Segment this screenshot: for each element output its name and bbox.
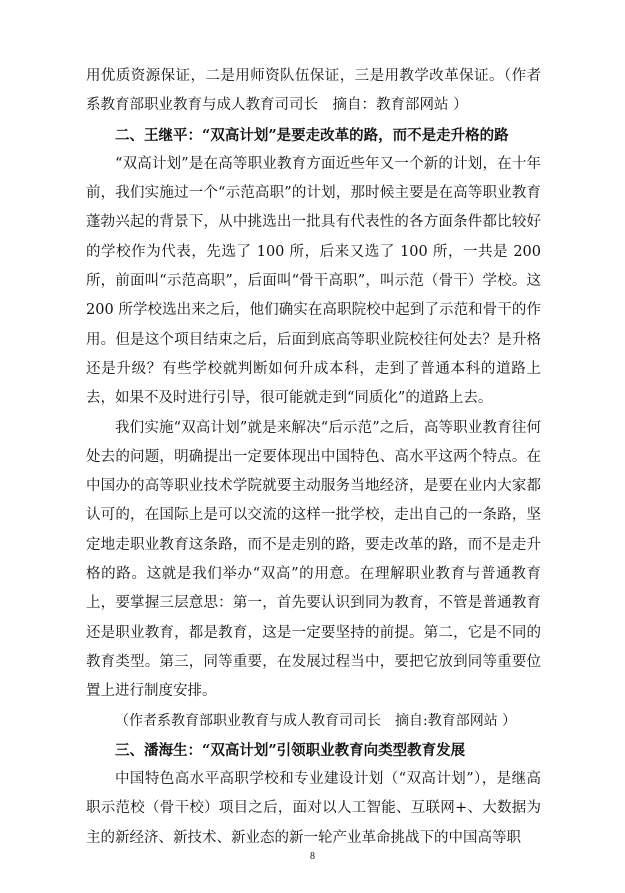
page-content <box>86 62 541 853</box>
paragraph-continuation: 用优质资源保证，二是用师资队伍保证，三是用教学改革保证。（作者系教育部职业教育与成人教育司司长 摘自：教育部网站 ） <box>86 68 541 114</box>
page-number: 8 <box>310 851 315 862</box>
paragraph-body: 我们实施“双高计划”就是来解决“后示范”之后，高等职业教育往何处去的问题，明确提出一定要体现出中国特色、高水平这两个特点。在中国办的高等职业技术学院就要主动服务当地经济，是要在业内大家都认可的，在国际上是可以交流的这样一批学校，走出自己的一条路，坚定地走职业教育这条路，而不是走别的路，要走改革的路，而不是走升格的路。这就是我们举办“双高”的用意。在理解职业教育与普通教育上，要掌握三层意思：第一，首先要认识到同为教育，不管是普通教育还是职业教育，都是教育，这是一定要坚持的前提。第二，它是不同的教育类型。第三，同等重要，在发展过程当中，要把它放到同等重要位置上进行制度安排。 <box>86 419 541 700</box>
paragraph-body: “双高计划”是在高等职业教育方面近些年又一个新的计划，在十年前，我们实施过一个“示范高职”的计划，那时候主要是在高等职业教育蓬勃兴起的背景下，从中挑选出一批具有代表性的各方面条件都比较好的学校作为代表，先选了 100 所，后来又选了 100 所，一共是 200 所，前面叫“示范高职”，后面叫“骨干高职”，叫示范（骨干）学校。这 200 所学校选出来之后，他们确实在高职院校中起到了示范和骨干的作用。但是这个项目结束之后，后面到底高等职业院校往何处去？是升格还是升级？有些学校就判断如何升成本科，走到了普通本科的道路上去，如果不及时进行引导，很可能就走到“同质化”的道路上去。 <box>86 155 541 407</box>
section-heading-2: 二、王继平：“双高计划”是要走改革的路，而不是走升格的路 <box>115 126 509 144</box>
paragraph-body: 中国特色高水平高职学校和专业建设计划（“双高计划”），是继高职示范校（骨干校）项目之后，面对以人工智能、互联网+、大数据为主的新经济、新技术、新业态的新一轮产业革命挑战下的中国高等职 <box>86 771 541 846</box>
source-attribution: （作者系教育部职业教育与成人教育司司长 摘自:教育部网站 ） <box>115 712 517 729</box>
section-heading-3: 三、潘海生：“双高计划”引领职业教育向类型教育发展 <box>115 741 466 759</box>
